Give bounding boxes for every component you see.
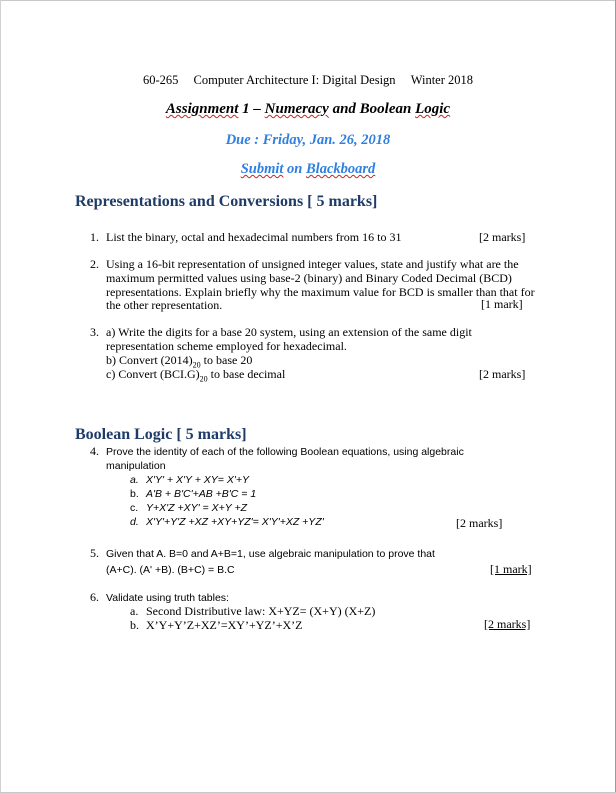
part-b-suffix: to base 20 bbox=[200, 353, 253, 367]
submit-middle: on bbox=[283, 161, 306, 177]
title-word-numeracy: Numeracy bbox=[264, 101, 329, 117]
question-text-line: Validate using truth tables: bbox=[106, 592, 229, 604]
sub-item-text: X’Y+Y’Z+XZ’=XY’+YZ’+X’Z bbox=[146, 618, 303, 632]
title-word-logic: Logic bbox=[415, 101, 451, 117]
sub-item-letter: c. bbox=[130, 502, 139, 514]
question-marks: [1 mark] bbox=[481, 297, 523, 311]
sub-item-equation: X'Y' + X'Y + XY= X'+Y bbox=[146, 474, 249, 486]
part-c-prefix: c) Convert (BCI.G) bbox=[106, 367, 200, 381]
sub-item-text: Second Distributive law: X+YZ= (X+Y) (X+Z) bbox=[146, 604, 376, 618]
course-header bbox=[0, 73, 616, 88]
title-middle2: and Boolean bbox=[328, 101, 416, 117]
sub-item-letter: b. bbox=[130, 488, 139, 500]
sub-item-letter: b. bbox=[130, 618, 139, 632]
question-text-line: a) Write the digits for a base 20 system, using an extension of the same digit bbox=[106, 325, 472, 339]
question-text-line: manipulation bbox=[106, 460, 166, 472]
sub-item-letter: d. bbox=[130, 516, 139, 528]
question-number: 1. bbox=[90, 230, 99, 244]
submit-blackboard: Blackboard bbox=[306, 161, 376, 177]
question-marks: [2 marks] bbox=[479, 367, 526, 381]
page-edge-top bbox=[0, 0, 616, 1]
question-text-line: maximum permitted values using base-2 (binary) and Binary Coded Decimal (BCD) bbox=[106, 271, 512, 285]
question-text-line: Prove the identity of each of the following Boolean equations, using algebraic bbox=[106, 446, 464, 458]
assignment-title bbox=[0, 101, 616, 118]
question-part-c bbox=[106, 367, 285, 386]
section-heading-boolean: Boolean Logic [ 5 marks] bbox=[75, 426, 247, 443]
due-date: Due : Friday, Jan. 26, 2018 bbox=[225, 132, 391, 148]
question-marks: [2 marks] bbox=[479, 230, 526, 244]
question-text-line: representations. Explain briefly why the maximum value for BCD is smaller than that for bbox=[106, 285, 535, 299]
page-edge-left bbox=[0, 0, 1, 793]
part-c-subscript: 20 bbox=[199, 374, 208, 384]
question-text-line: List the binary, octal and hexadecimal numbers from 16 to 31 bbox=[106, 230, 402, 244]
question-marks: [1 mark] bbox=[490, 562, 532, 576]
question-number: 4. bbox=[90, 444, 99, 458]
sub-item-letter: a. bbox=[130, 474, 139, 486]
part-b-prefix: b) Convert (2014) bbox=[106, 353, 193, 367]
question-number: 5. bbox=[90, 546, 99, 560]
question-text-line: the other representation. bbox=[106, 298, 223, 312]
question-marks: [2 marks] bbox=[456, 516, 503, 530]
course-code: 60-265 bbox=[142, 73, 179, 87]
question-marks: [2 marks] bbox=[484, 617, 531, 631]
title-middle: 1 – bbox=[238, 101, 265, 117]
sub-item-equation: A'B + B'C'+AB +B'C = 1 bbox=[146, 488, 257, 500]
section-heading-representations: Representations and Conversions [ 5 marks] bbox=[75, 193, 378, 210]
question-text-line: Using a 16-bit representation of unsigned integer values, state and justify what are the bbox=[106, 257, 519, 271]
course-term: Winter 2018 bbox=[410, 73, 474, 87]
question-number: 3. bbox=[90, 325, 99, 339]
part-b-subscript: 20 bbox=[192, 360, 201, 370]
question-text-line: representation scheme employed for hexadecimal. bbox=[106, 339, 347, 353]
part-c-suffix: to base decimal bbox=[207, 367, 286, 381]
submit-word: Submit bbox=[240, 161, 284, 177]
submit-instructions bbox=[0, 161, 616, 178]
sub-item-equation: Y+X'Z +XY' = X+Y +Z bbox=[146, 502, 247, 514]
question-text-line: Given that A. B=0 and A+B=1, use algebraic manipulation to prove that bbox=[106, 548, 435, 560]
course-name: Computer Architecture I: Digital Design bbox=[193, 73, 396, 87]
sub-item-equation: X'Y'+Y'Z +XZ +XY+YZ'= X'Y'+XZ +YZ' bbox=[146, 516, 324, 528]
question-number: 2. bbox=[90, 257, 99, 271]
title-word-assignment: Assignment bbox=[165, 101, 239, 117]
sub-item-letter: a. bbox=[130, 604, 139, 618]
question-number: 6. bbox=[90, 590, 99, 604]
question-text-line: (A+C). (A' +B). (B+C) = B.C bbox=[106, 564, 235, 576]
